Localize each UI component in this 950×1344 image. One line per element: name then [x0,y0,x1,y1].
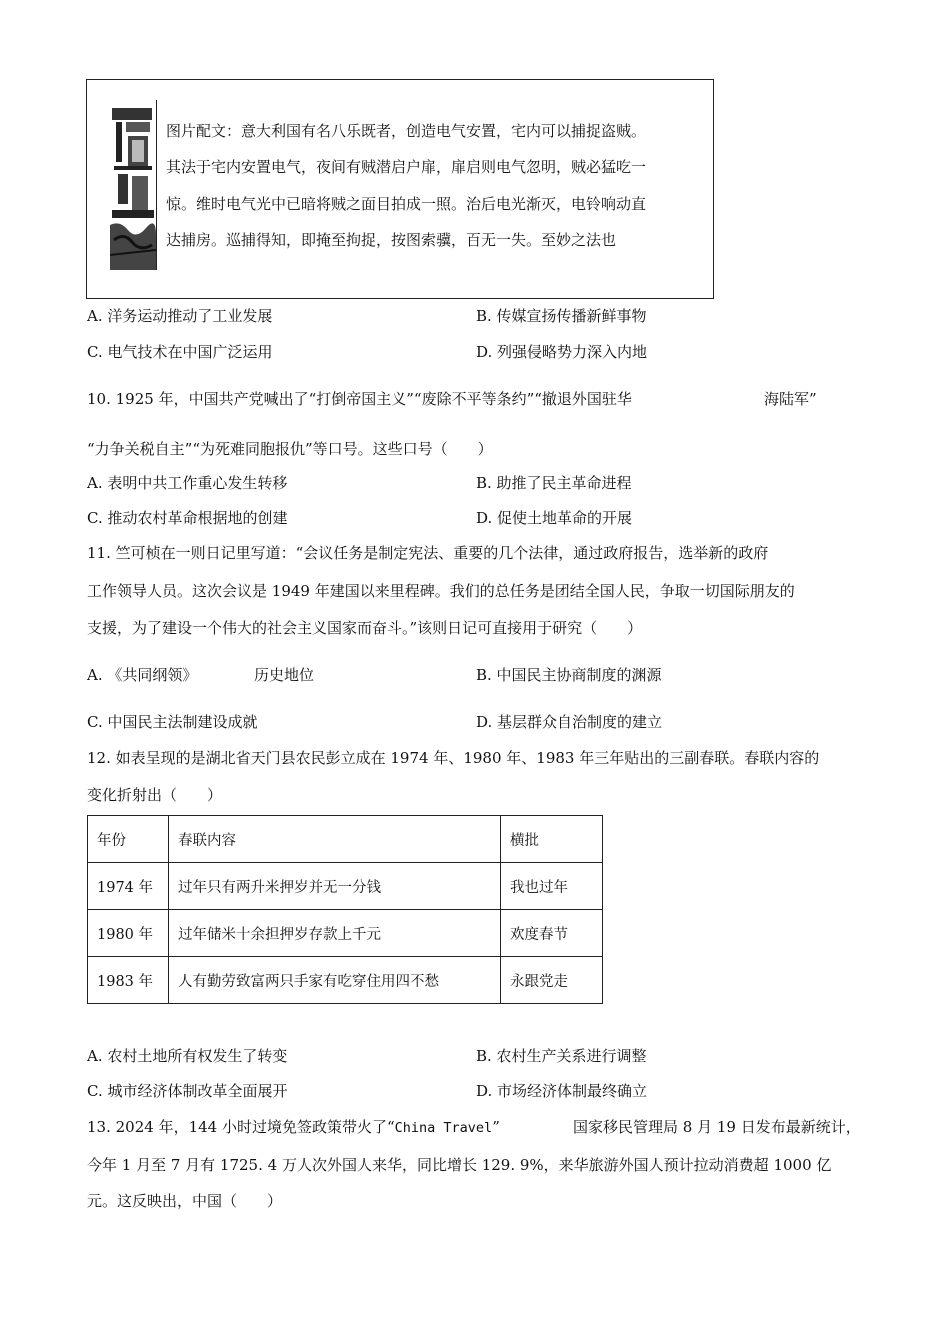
q11-stem-line-3: 支援，为了建设一个伟大的社会主义国家而奋斗。”该则日记可直接用于研究（ ） [87,619,643,637]
table-cell-year: 1974 年 [88,863,169,910]
q10-stem-line-1: 10. 1925 年，中国共产党喊出了“打倒帝国主义”“废除不平等条约”“撤退外国驻华 [87,390,632,408]
table-header-banner: 横批 [501,816,603,863]
table-header-content: 春联内容 [169,816,501,863]
q12-option-a[interactable]: A. 农村土地所有权发生了转变 [87,1047,288,1065]
q9-option-d[interactable]: D. 列强侵略势力深入内地 [476,343,648,361]
q12-stem-line-2: 变化折射出（ ） [87,786,223,804]
table-cell-banner: 欢度春节 [501,910,603,957]
table-cell-content: 过年储米十余担押岁存款上千元 [169,910,501,957]
q11-option-a[interactable]: A. 《共同纲领》 [87,666,198,684]
q10-option-a[interactable]: A. 表明中共工作重心发生转移 [87,474,288,492]
q12-option-c[interactable]: C. 城市经济体制改革全面展开 [87,1082,288,1100]
q12-option-d[interactable]: D. 市场经济体制最终确立 [476,1082,648,1100]
table-row [88,863,603,910]
q9-option-b[interactable]: B. 传媒宣扬传播新鲜事物 [476,307,647,325]
table-cell-banner: 永跟党走 [501,957,603,1004]
q13-quote-close: ” [492,1118,500,1136]
q11-option-a-continued[interactable]: 历史地位 [254,666,315,684]
q11-option-c[interactable]: C. 中国民主法制建设成就 [87,713,258,731]
q11-option-d[interactable]: D. 基层群众自治制度的建立 [476,713,663,731]
q10-stem-line-2: “力争关税自主”“为死难同胞报仇”等口号。这些口号（ ） [87,440,493,458]
q9-caption-line-2: 其法于宅内安置电气，夜间有贼潜启户扉，扉启则电气忽明，贼必猛吃一 [166,158,647,176]
q13-stem-line-1-end: 国家移民管理局 8 月 19 日发布最新统计， [573,1118,861,1136]
table-row [88,910,603,957]
q11-stem-line-2: 工作领导人员。这次会议是 1949 年建国以来里程碑。我们的总任务是团结全国人民，争取一切国际朋友的 [87,582,795,600]
q9-caption-line-4: 达捕房。巡捕得知，即掩至拘捉，按图索骥，百无一失。至妙之法也 [166,231,617,249]
q13-stem-line-2: 今年 1 月至 7 月有 1725. 4 万人次外国人来华，同比增长 129. 9%，来华旅游外国人预计拉动消费超 1000 亿 [87,1156,832,1174]
q10-stem-line-1-end: 海陆军” [764,390,817,408]
q9-option-c[interactable]: C. 电气技术在中国广泛运用 [87,343,273,361]
q12-option-b[interactable]: B. 农村生产关系进行调整 [476,1047,647,1065]
table-cell-content: 过年只有两升米押岁并无一分钱 [169,863,501,910]
q13-stem-start: 13. 2024 年，144 小时过境免签政策带火了“ [87,1118,395,1136]
table-header-year: 年份 [88,816,169,863]
table-row [88,957,603,1004]
table-cell-year: 1983 年 [88,957,169,1004]
table-cell-content: 人有勤劳致富两只手家有吃穿住用四不愁 [169,957,501,1004]
q9-caption-line-3: 惊。维时电气光中已暗将贼之面目拍成一照。治后电光渐灭，电铃响动直 [166,195,647,213]
q10-option-d[interactable]: D. 促使土地革命的开展 [476,509,633,527]
q12-stem-line-1: 12. 如表呈现的是湖北省天门县农民彭立成在 1974 年、1980 年、1983 年三年贴出的三副春联。春联内容的 [87,749,820,767]
q13-stem-line-3: 元。这反映出，中国（ ） [87,1192,283,1210]
q10-option-c[interactable]: C. 推动农村革命根据地的创建 [87,509,288,527]
q9-option-a[interactable]: A. 洋务运动推动了工业发展 [87,307,273,325]
q13-stem-line-1 [87,1116,500,1137]
q12-couplet-table [87,815,603,1004]
table-cell-year: 1980 年 [88,910,169,957]
table-header-row [88,816,603,863]
q13-china-travel: China Travel [394,1120,493,1136]
q9-engraving-image [110,100,157,270]
q11-stem-line-1: 11. 竺可桢在一则日记里写道：“会议任务是制定宪法、重要的几个法律，通过政府报告，选举新的政府 [87,544,769,562]
q11-option-b[interactable]: B. 中国民主协商制度的渊源 [476,666,662,684]
q10-option-b[interactable]: B. 助推了民主革命进程 [476,474,632,492]
table-cell-banner: 我也过年 [501,863,603,910]
q9-caption-line-1: 图片配文：意大利国有名八乐既者，创造电气安置，宅内可以捕捉盗贼。 [166,122,647,140]
